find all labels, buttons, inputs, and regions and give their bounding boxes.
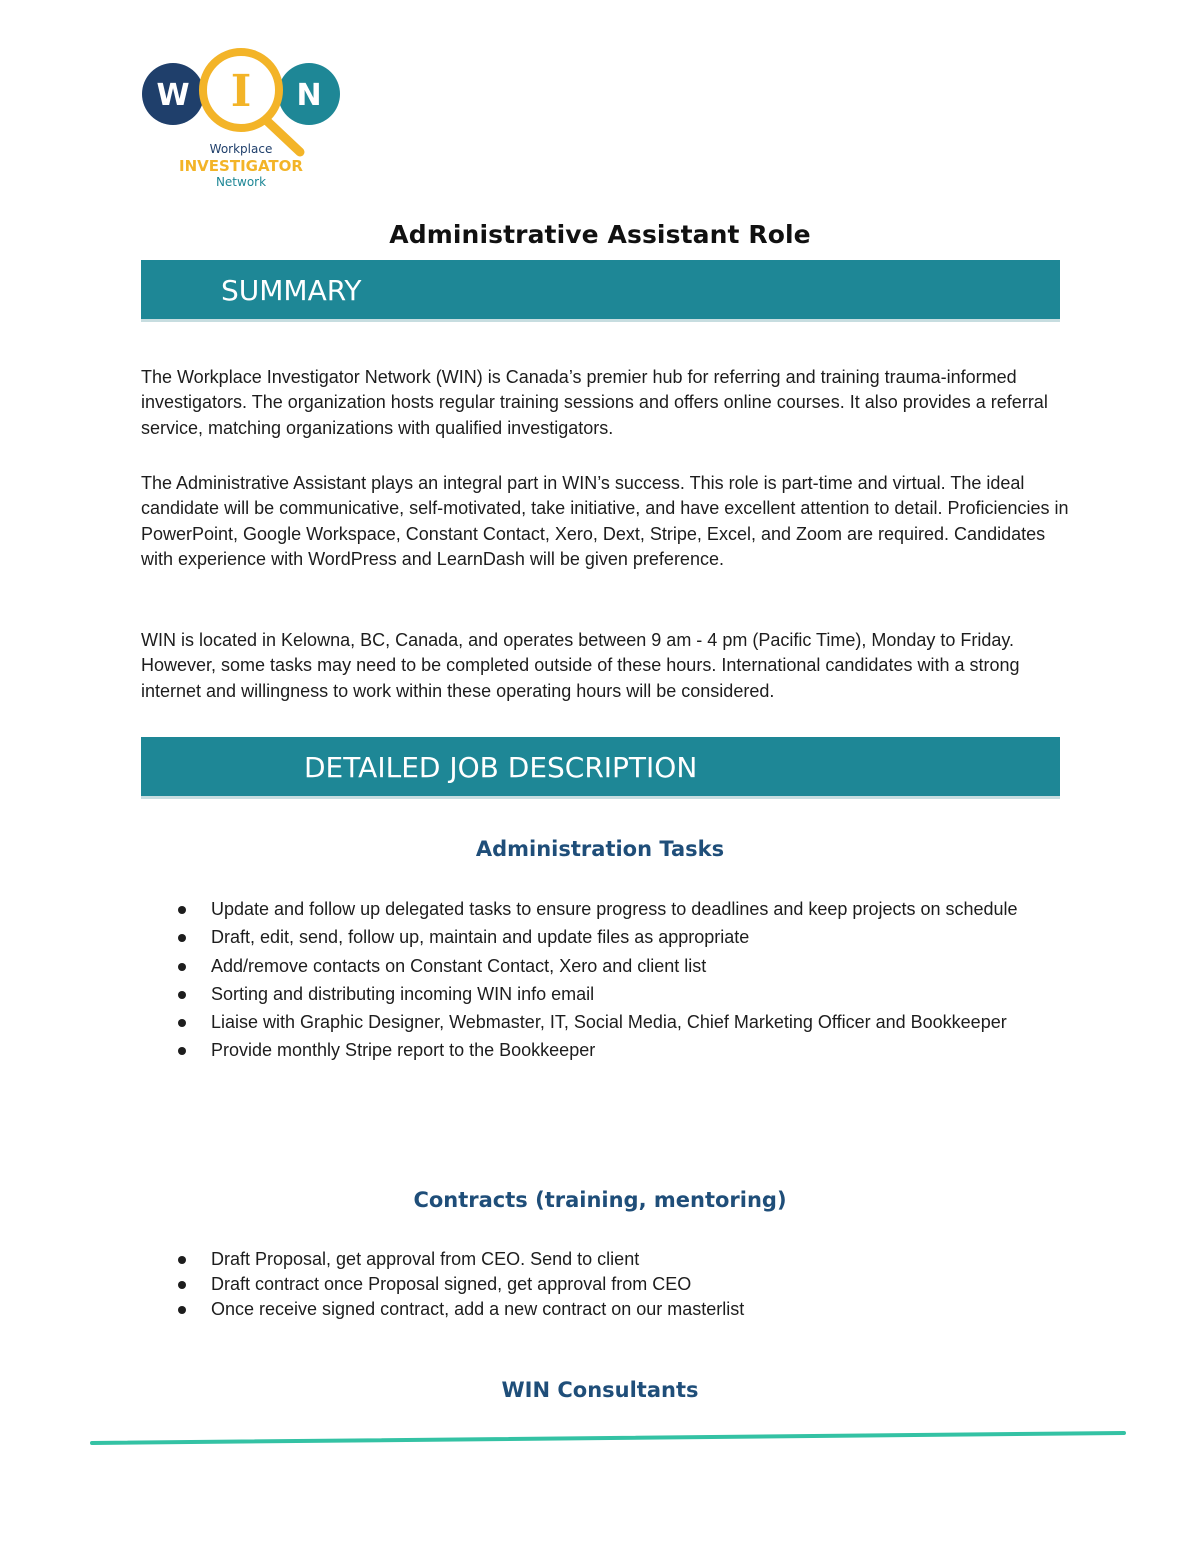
win-consultants-heading: WIN Consultants [501,1378,699,1402]
administration-tasks-list [178,895,1038,1065]
list-item: Update and follow up delegated tasks to ensure progress to deadlines and keep projects on schedule [178,895,1038,923]
summary-paragraph-1: The Workplace Investigator Network (WIN) is Canada’s premier hub for referring and training trauma-informed investigators. The organization hosts regular training sessions and offers online courses. It also provides a referral service, matching organizations with qualified investigators. [141,367,1048,438]
contracts-list [178,1247,1038,1322]
summary-banner [141,260,1060,322]
detailed-job-description-banner [141,737,1060,799]
list-item: Add/remove contacts on Constant Contact, Xero and client list [178,952,1038,980]
list-item: Draft Proposal, get approval from CEO. Send to client [178,1247,1038,1272]
page-title: Administrative Assistant Role [389,220,811,249]
win-logo [140,44,344,192]
list-item: Once receive signed contract, add a new contract on our masterlist [178,1297,1038,1322]
footer-accent-line [90,1426,1126,1450]
logo-network-text: Network [215,175,267,189]
summary-paragraph-2: The Administrative Assistant plays an integral part in WIN’s success. This role is part-time and virtual. The ideal candidate will be communicative, self-motivated, take initiative, and have excellent attention to detail. Proficiencies in PowerPoint, Google Workspace, Constant Contact, Xero, Dext, Stripe, Excel, and Zoom are required. Candidates with experience with WordPress and LearnDash will be given preference. [141,473,1069,570]
accent-stroke [92,1433,1124,1443]
summary-heading: SUMMARY [221,274,362,307]
win-logo-graphic [140,44,344,192]
summary-paragraph-3: WIN is located in Kelowna, BC, Canada, and operates between 9 am - 4 pm (Pacific Time), Monday to Friday. However, some tasks may need to be completed outside of these hours. International candidates with a strong internet and willingness to work within these operating hours will be considered. [141,630,1020,701]
logo-letter-i: I [230,66,252,117]
administration-tasks-heading: Administration Tasks [475,837,725,861]
logo-letter-n: N [296,78,322,113]
logo-investigator-text: INVESTIGATOR [179,157,303,175]
list-item: Draft contract once Proposal signed, get approval from CEO [178,1272,1038,1297]
logo-workplace-text: Workplace [209,142,273,156]
list-item: Provide monthly Stripe report to the Bookkeeper [178,1036,1038,1064]
list-item: Draft, edit, send, follow up, maintain and update files as appropriate [178,923,1038,951]
contracts-heading: Contracts (training, mentoring) [413,1188,787,1212]
detailed-job-description-heading: DETAILED JOB DESCRIPTION [304,751,698,784]
list-item: Sorting and distributing incoming WIN info email [178,980,1038,1008]
logo-letter-w: W [156,78,190,113]
list-item: Liaise with Graphic Designer, Webmaster, IT, Social Media, Chief Marketing Officer and Bookkeeper [178,1008,1038,1036]
